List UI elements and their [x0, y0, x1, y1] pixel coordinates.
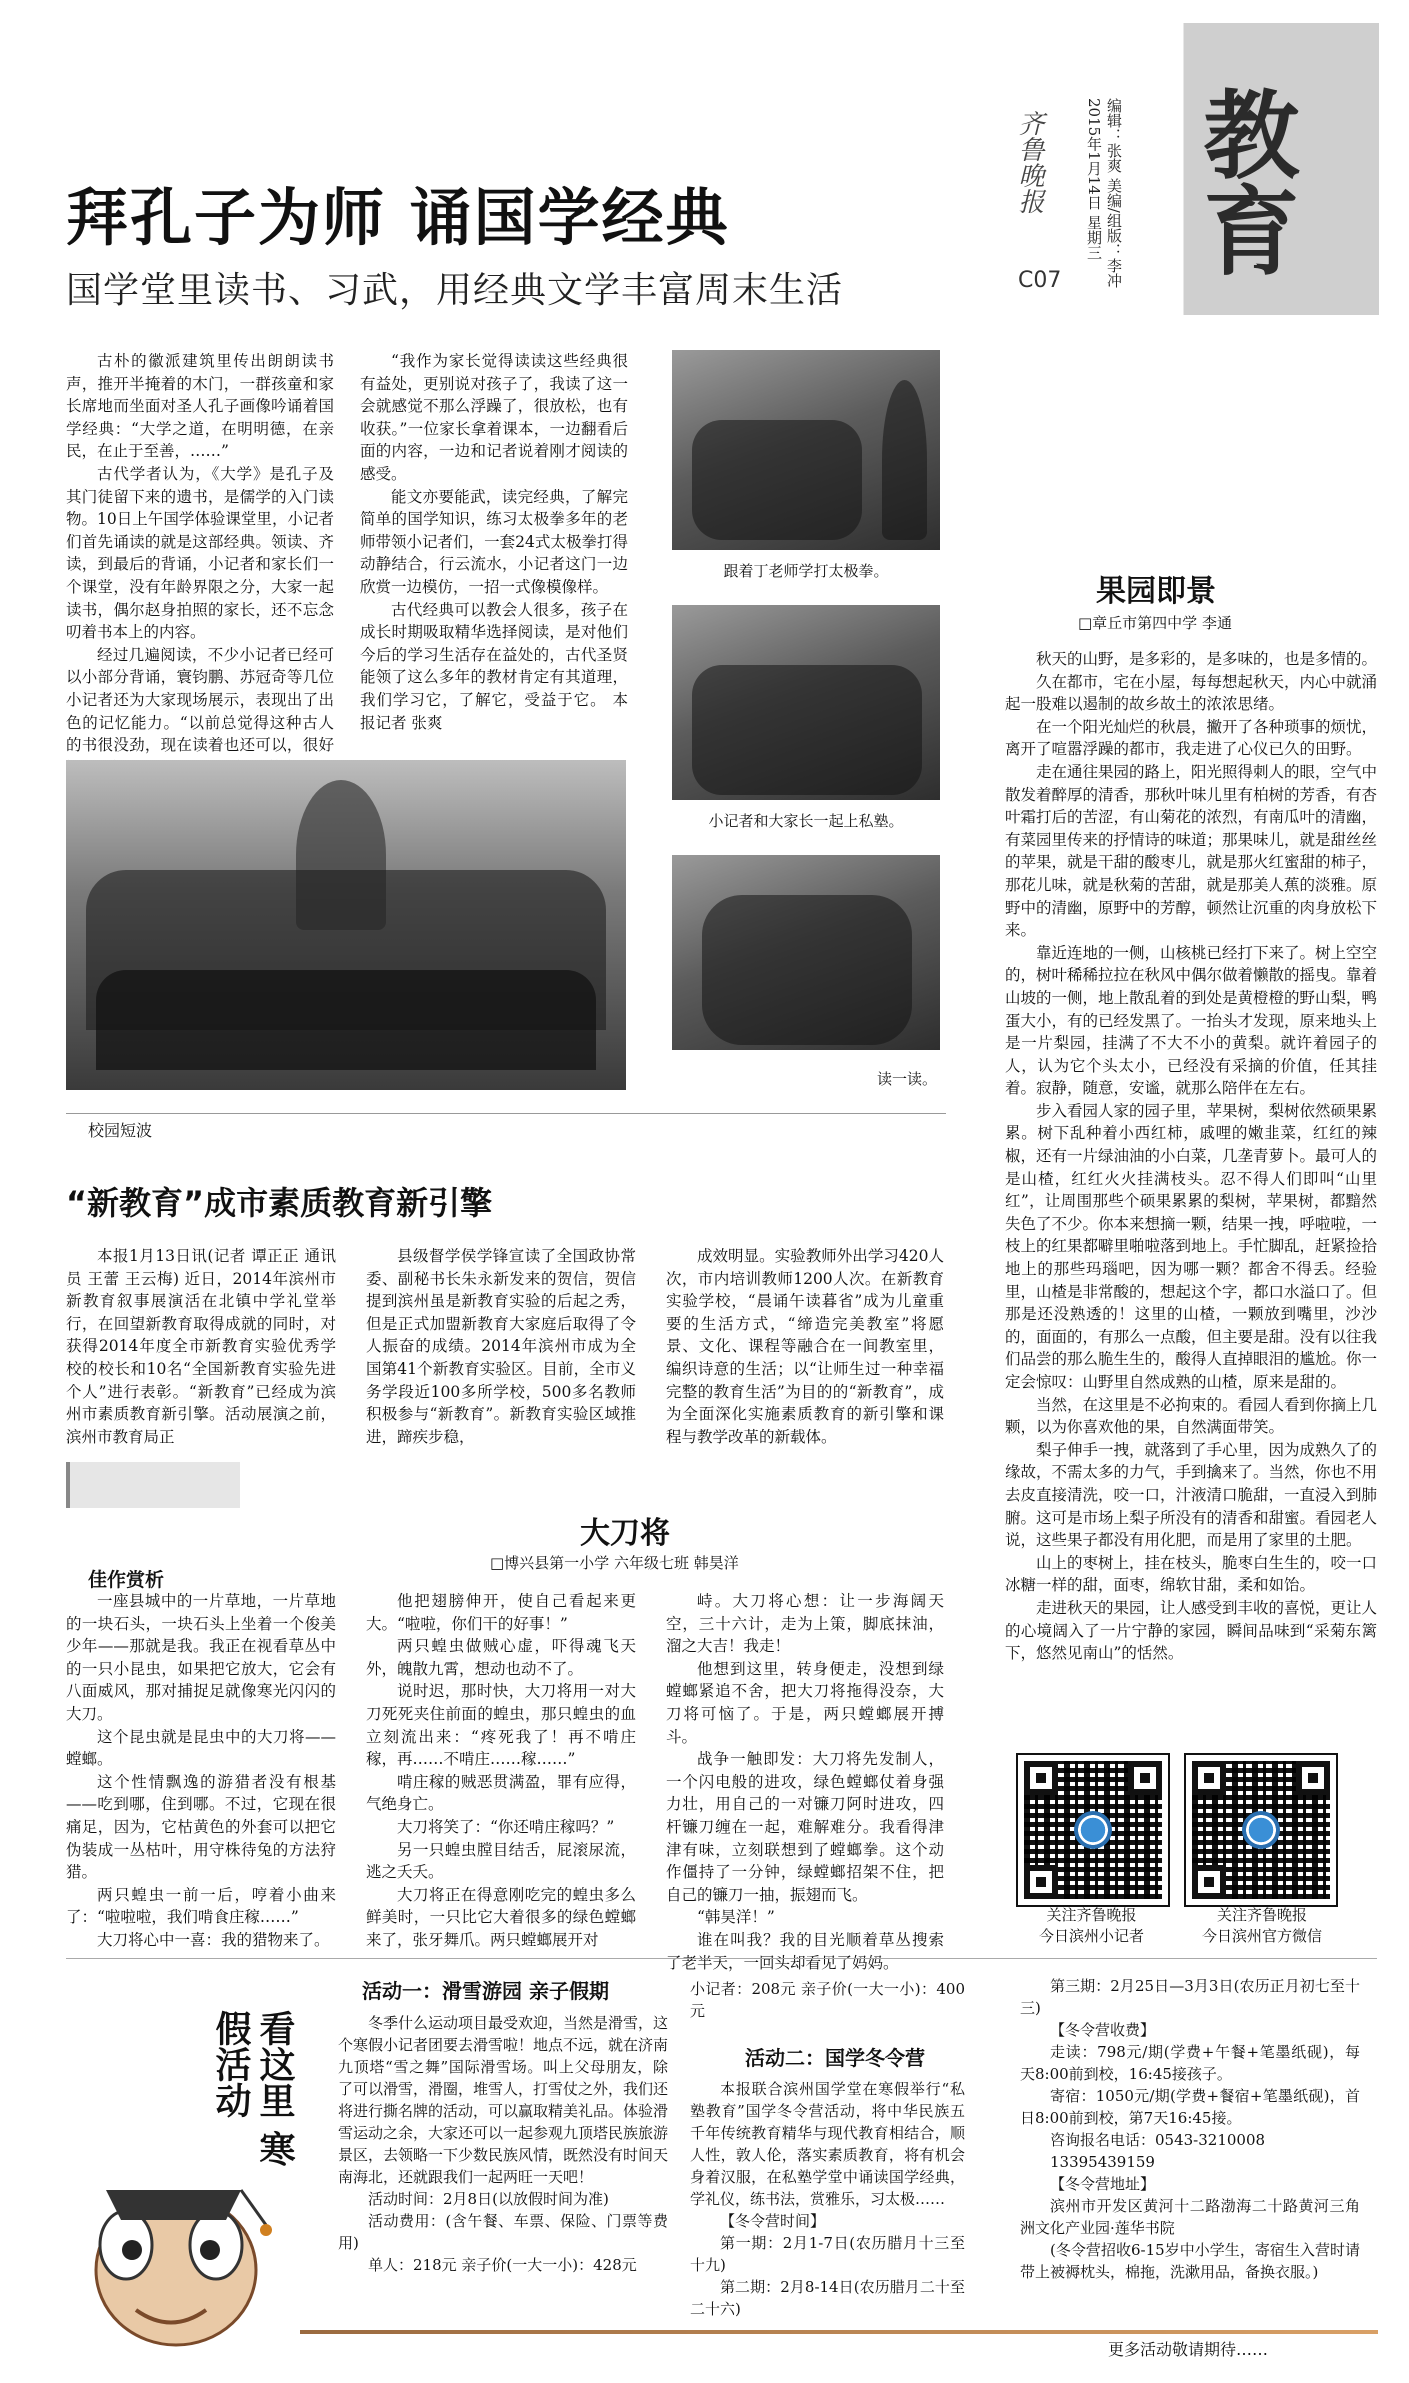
activity1-body: 冬季什么运动项目最受欢迎，当然是滑雪，这个寒假小记者团要去滑雪啦！地点不远，就在济南九顶塔“雪之舞”国际滑雪场。叫上父母朋友，除了可以滑雪，滑圈，堆雪人，打雪仗之外，我们还将进行撕名牌的活动，可以赢取精美礼品。体验滑雪运动之余，大家还可以一起参观九顶塔民族旅游景区，去领略一下少数民族风情，既然没有时间天南海北，还就跟我们一起两旺一天吧！ 活动时间：2月8日(以放假时间为准) 活动费用：(含午餐、车票、保险、门票等费用) 单人：218元 亲子价(一大一小)：428元: [338, 2014, 669, 2274]
news-column-1: 本报1月13日讯(记者 谭正正 通讯员 王蕾 王云梅) 近日，2014年滨州市新教育叙事展演活在北镇中学礼堂举行，在回望新教育取得成就的同时，对获得2014年度全市新教育实验优秀学校的校长和10名“全国新教育实验先进个人”进行表彰。“新教育”已经成为滨州市素质教育新引擎。活动展演之前，滨州市教育局正: [66, 1247, 336, 1446]
page-number: C07: [1018, 268, 1062, 293]
essay1-byline: □博兴县第一小学 六年级七班 韩昊洋: [490, 1554, 739, 1572]
news-column-2: 县级督学侯学锋宣读了全国政协常委、副秘书长朱永新发来的贺信，贺信提到滨州虽是新教育实验的后起之秀，但是正式加盟新教育大家庭后取得了令人振奋的成绩。2014年滨州市成为全国第41个新教育实验区。目前，全市义务学段近100多所学校，500多名教师积极参与“新教育”。新教育实验区域推进，蹄疾步稳，: [366, 1247, 636, 1446]
winter-divider: [66, 1958, 1377, 1959]
paper-name-logo: 齐鲁晚报: [1014, 110, 1044, 214]
essay1-title: 大刀将: [580, 1516, 670, 1551]
lead-headline: 拜孔子为师 诵国学经典: [66, 181, 730, 254]
mascot-illustration: [66, 2150, 296, 2360]
essay1-column-3: 峙。大刀将心想：让一步海阔天空，三十六计，走为上策，脚底抹油，溜之大吉！我走！ 他想到这里，转身便走，没想到绿螳螂紧追不舍，把大刀将拖得没奈，大刀将可恼了。于是，两只螳螂展开搏斗。 战争一触即发：大刀将先发制人，一个闪电般的进攻，绿色螳螂仗着身强力壮，用自己的一对镰刀阿时进攻，四杆镰刀缠在一起，难解难分。我看得津津有味，立刻联想到了螳螂拳。这个动作僵持了一分钟，绿螳螂招架不住，把自己的镰刀一抽，振翅而飞。 “韩昊洋！” 谁在叫我？我的目光顺着草丛搜索了老半天，一回头却看见了妈妈。: [666, 1592, 944, 1972]
essay1-column-2: 他把翅膀伸开，使自己看起来更大。“啦啦，你们干的好事！” 两只蝗虫做贼心虚，吓得魂飞天外，魄散九霄，想动也动不了。 说时迟，那时快，大刀将用一对大刀死死夹住前面的蝗虫，那只蝗虫的血立刻流出来：“疼死我了！再不啃庄稼，再……不啃庄……稼……” 啃庄稼的贼恶贯满盈，罪有应得，气绝身亡。 大刀将笑了：“你还啃庄稼吗？” 另一只蝗虫膛目结舌，屁滚尿流，逃之夭夭。 大刀将正在得意刚吃完的蝗虫多么鲜美时，一只比它大着很多的绿色螳螂来了，张牙舞爪。两只螳螂展开对: [366, 1592, 636, 1949]
essay-tag-box: [66, 1462, 240, 1508]
reading-photo: [672, 605, 940, 800]
qr-caption-1: 关注齐鲁晚报 今日滨州小记者: [1038, 1906, 1144, 1945]
date-line: 2015年1月14日 星期三: [1085, 98, 1103, 260]
photo-caption-2: 小记者和大家长一起上私塾。: [708, 812, 904, 830]
qr-caption-2: 关注齐鲁晚报 今日滨州官方微信: [1201, 1906, 1322, 1945]
activity1-extra: 小记者：208元 亲子价(一大一小)：400元: [690, 1980, 965, 2020]
section-title: 教育: [1188, 85, 1300, 277]
essay2-title: 果园即景: [1096, 574, 1216, 609]
news-tag: 校园短波: [88, 1121, 153, 1140]
editor-line: 编辑：张爽 美编/组版：李冲: [1105, 98, 1123, 288]
winter-side-title: 看这里 寒假活动: [210, 2010, 295, 2167]
qr-code-wechat[interactable]: [1186, 1755, 1336, 1905]
activity2-body: 本报联合滨州国学堂在寒假举行“私塾教育”国学冬令营活动，将中华民族五千年传统教育精华与现代教育相结合，顺人性，敦人伦，落实素质教育，将有机会身着汉服，在私塾学堂中诵读国学经典，学礼仪，练书法，赏雅乐，习太极…… 【冬令营时间】 第一期：2月1-7日(农历腊月十三至十九) 第二期：2月8-14日(农历腊月二十至二十六): [690, 2080, 965, 2318]
taichi-photo: [672, 350, 940, 550]
lead-column-1: 古朴的徽派建筑里传出朗朗读书声，推开半掩着的木门，一群孩童和家长席地而坐面对圣人孔子画像吟诵着国学经典：“大学之道，在明明德，在亲民，在止于至善，……” 古代学者认为，《大学》是孔子及其门徒留下来的遗书，是儒学的入门读物。10日上午国学体验课堂里，小记者们首先诵读的就是这部经典。领读、齐读，到最后的背诵，小记者和家长们一个课堂，没有年龄界限之分，大家一起读书，偶尔赵身拍照的家长，还不忘念叨着书本上的内容。 经过几遍阅读，不少小记者已经可以小部分背诵，寰钧鹏、苏冠奇等几位小记者还为大家现场展示，表现出了出色的记忆能力。“以前总觉得这种古人的书很没劲，现在读着也还可以，很好: [66, 352, 334, 755]
lead-subheadline: 国学堂里读书、习武，用经典文学丰富周末生活: [66, 270, 844, 311]
qr-code-reporter[interactable]: [1018, 1755, 1168, 1905]
essay2-byline: □章丘市第四中学 李通: [1078, 614, 1232, 632]
activity1-title: 活动一：滑雪游园 亲子假期: [362, 1979, 609, 2003]
photo-caption-3: 读一读。: [876, 1070, 937, 1088]
essay1-column-1: 一座县城中的一片草地，一片草地的一块石头，一块石头上坐着一个俊美少年——那就是我。我正在视看草丛中的一只小昆虫，如果把它放大，它会有八面威风，那对捕捉足就像寒光闪闪的大刀。 这个昆虫就是昆虫中的大刀将——螳螂。 这个性情飘逸的游猎者没有根基——吃到哪，住到哪。不过，它现在很痛足，因为，它枯黄色的外套可以把它伪装成一丛枯叶，用守株待兔的方法狩猎。 两只蝗虫一前一后，哼着小曲来了：“啦啦啦，我们啃食庄稼……” 大刀将心中一喜：我的猎物来了。: [66, 1592, 336, 1949]
news-column-3: 成效明显。实验教师外出学习420人次，市内培训教师1200人次。在新教育实验学校，“晨诵午读暮省”成为儿童重要的生活方式，“缔造完美教室”将愿景、文化、课程等融合在一间教室里，编织诗意的生活；以“让师生过一种幸福完整的教育生活”为目的的“新教育”，成为全面深化实施素质教育的新引擎和课程与教学改革的新载体。: [666, 1247, 944, 1446]
footer-more-activities: 更多活动敬请期待……: [1108, 2340, 1269, 2359]
news-divider: [66, 1113, 946, 1114]
activity2-title: 活动二：国学冬令营: [745, 2046, 925, 2070]
group-photo: [66, 760, 626, 1090]
essay-tag: 佳作赏析: [88, 1569, 165, 1591]
news-headline: “新教育”成市素质教育新引擎: [66, 1184, 493, 1222]
footer-bar: [300, 2330, 1378, 2334]
reading-closeup-photo: [672, 855, 940, 1050]
photo-caption-1: 跟着丁老师学打太极拳。: [723, 562, 889, 580]
activity2-schedule-fees: 第三期：2月25日—3月3日(农历正月初七至十三) 【冬令营收费】 走读：798元/期(学费+午餐+笔墨纸砚)，每天8:00前到校，16:45接孩子。 寄宿：1050元/期(学费+餐宿+笔墨纸砚)，首日8:00前到校，第7天16:45接。 咨询报名电话：0543-3210008 13395439159 【冬令营地址】 滨州市开发区黄河十二路渤海二十路黄河三角洲文化产业园·莲华书院 (冬令营招收6-15岁中小学生，寄宿生入营时请带上被褥枕头，棉拖，洗漱用品，备换衣服。): [1020, 1977, 1360, 2281]
essay2-body: 秋天的山野，是多彩的，是多味的，也是多情的。 久在都市，宅在小屋，每每想起秋天，内心中就涌起一股难以遏制的故乡故土的浓浓思绪。 在一个阳光灿烂的秋晨，撇开了各种琐事的烦忧，离开了喧嚣浮躁的都市，我走进了心仪已久的田野。 走在通往果园的路上，阳光照得刺人的眼，空气中散发着醉厚的清香，那秋叶味儿里有柏树的芳香，有杏叶霜打后的苦涩，有山菊花的浓烈，有南瓜叶的清幽，有菜园里传来的抒情诗的味道；那果味儿，就是甜丝丝的苹果，就是干甜的酸枣儿，就是那火红蜜甜的柿子，那花儿味，就是秋菊的苦甜，就是那美人蕉的淡雅。原野中的清幽，原野中的芳醇，顿然让沉重的肉身放松下来。 靠近连地的一侧，山核桃已经打下来了。树上空空的，树叶稀稀拉拉在秋风中偶尔做着懒散的摇曳。靠着山坡的一侧，地上散乱着的到处是黄橙橙的野山梨，鸭蛋大小，有的已经发黑了。一抬头才发现，原来地头上是一片梨园，挂满了不大不小的黄梨。就许着园子的人，认为它个头太小，已经没有采摘的价值，任其挂着。寂静，随意，安谧，就那么陪伴在左右。 步入看园人家的园子里，苹果树，梨树依然硕果累累。树下乱种着小西红柿，戚哩的嫩韭菜，红红的辣椒，还有一片绿油油的小白菜，几垄青萝卜。最可人的是山楂，红红火火挂满枝头。忍不得人们即叫“山里红”，让周围那些个硕果累累的梨树，苹果树，都黯然失色了不少。你本来想摘一颗，结果一拽，呼啦啦，一枝上的红果都噼里啪啦落到地上。手忙脚乱，赶紧捡拾地上的那些玛瑙吧，因为哪一颗？都舍不得丢。经验里，山楂是非常酸的，想起这个字，都口水溢口了。但那是还没熟透的！这里的山楂，一颗放到嘴里，沙沙的，面面的，有那么一点酸，但主要是甜。没有以往我们品尝的那么脆生生的，酸得人直掉眼泪的尴尬。你一定会惊叹：山野里自然成熟的山楂，原来是甜的。 当然，在这里是不必拘束的。看园人看到你摘上几颗，以为你喜欢他的果，自然满面带笑。 梨子伸手一拽，就落到了手心里，因为成熟久了的缘故，不需太多的力气，手到擒来了。当然，你也不用去皮直接清洗，咬一口，汁液清口脆甜，一直浸入到肺腑。这可是市场上梨子所没有的清香和甜蜜。看园老人说，这些果子都没有用化肥，而是用了家里的土肥。 山上的枣树上，挂在枝头，脆枣白生生的，咬一口冰糖一样的甜，面枣，绵软甘甜，柔和如饴。 走进秋天的果园，让人感受到丰收的喜悦，更让人的心境阔入了一片宁静的家园，瞬间品味到“采菊东篱下，悠然见南山”的恬然。: [1005, 650, 1378, 1663]
lead-column-2: “我作为家长觉得读读这些经典很有益处，更别说对孩子了，我读了这一会就感觉不那么浮躁了，很放松，也有收获。”一位家长拿着课本，一边翻看后面的内容，一边和记者说着刚才阅读的感受。 能文亦要能武，读完经典，了解完简单的国学知识，练习太极拳多年的老师带领小记者们，一套24式太极拳打得动静结合，行云流水，小记者这门一边欣赏一边模仿，一招一式像模像样。 古代经典可以教会人很多，孩子在成长时期吸取精华选择阅读，是对他们今后的学习生活存在益处的，古代圣贤能领了这么多年的教材肯定有其道理，我们学习它，了解它，受益于它。 本报记者 张爽: [360, 352, 628, 732]
